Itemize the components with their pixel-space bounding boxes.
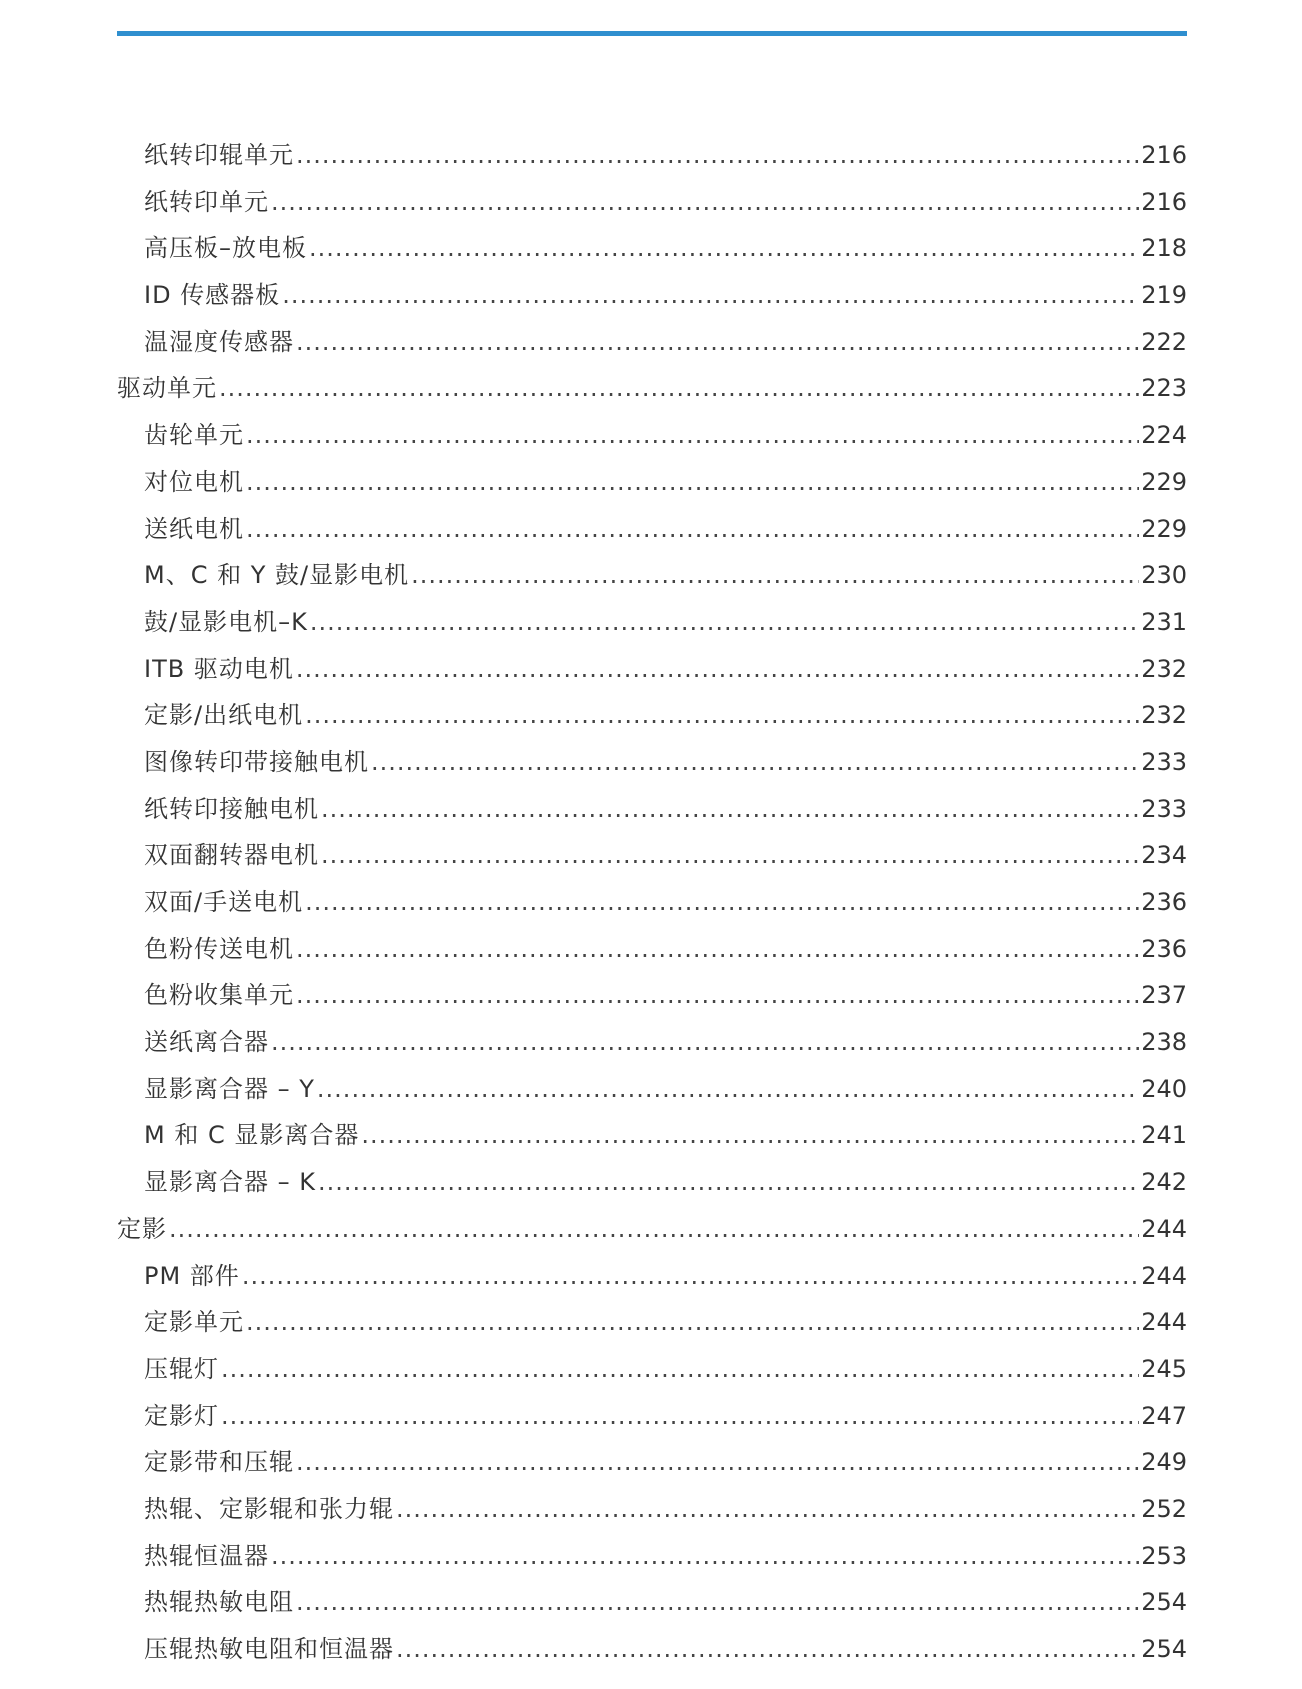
dot-leader [296, 1579, 1139, 1626]
toc-page-number: 231 [1141, 607, 1187, 636]
dot-leader [246, 1299, 1139, 1346]
toc-subsection-entry[interactable] [117, 1439, 1187, 1486]
dot-leader [271, 1019, 1139, 1066]
toc-page-number: 247 [1141, 1401, 1187, 1430]
dot-leader [296, 972, 1139, 1019]
toc-subsection-entry[interactable] [117, 1299, 1187, 1346]
dot-leader [282, 272, 1139, 319]
toc-page-number: 244 [1141, 1308, 1187, 1337]
toc-page-number: 222 [1141, 327, 1187, 356]
toc-entry-title: 双面/手送电机 [144, 888, 304, 916]
toc-section-entry[interactable] [117, 1206, 1187, 1253]
toc-page-number: 218 [1141, 234, 1187, 263]
toc-entry-title: PM 部件 [144, 1261, 240, 1290]
toc-subsection-entry[interactable] [117, 599, 1187, 646]
toc-page-number: 252 [1141, 1494, 1187, 1523]
toc-page-number: 233 [1141, 794, 1187, 823]
toc-subsection-entry[interactable] [117, 646, 1187, 693]
toc-entry-title: 纸转印单元 [144, 187, 269, 216]
toc-page-number: 229 [1141, 514, 1187, 543]
toc-page-number: 244 [1141, 1214, 1187, 1243]
toc-page-number: 242 [1141, 1168, 1187, 1197]
toc-page-number: 249 [1141, 1448, 1187, 1477]
toc-subsection-entry[interactable] [117, 179, 1187, 226]
toc-entry-title: 显影离合器 – Y [144, 1074, 315, 1103]
dot-leader [296, 132, 1139, 179]
dot-leader [318, 1159, 1139, 1206]
dot-leader [396, 1626, 1139, 1673]
toc-entry-title: 定影灯 [144, 1401, 219, 1430]
toc-page-number: 238 [1141, 1028, 1187, 1057]
toc-entry-title: 热辊热敏电阻 [144, 1588, 294, 1617]
toc-entry-title: 双面翻转器电机 [144, 841, 319, 870]
toc-section-entry[interactable] [117, 365, 1187, 412]
toc-subsection-entry[interactable] [117, 1066, 1187, 1113]
toc-subsection-entry[interactable] [117, 1019, 1187, 1066]
toc-subsection-entry[interactable] [117, 506, 1187, 553]
toc-entry-title: 定影带和压辊 [144, 1448, 294, 1477]
dot-leader [271, 1533, 1139, 1580]
toc-subsection-entry[interactable] [117, 879, 1187, 926]
toc-page-number: 229 [1141, 467, 1187, 496]
toc-subsection-entry[interactable] [117, 132, 1187, 179]
toc-entry-title: 色粉传送电机 [144, 934, 294, 963]
toc-entry-title: 鼓/显影电机–K [144, 607, 308, 636]
toc-entry-title: 图像转印带接触电机 [144, 747, 369, 776]
dot-leader [242, 1253, 1139, 1300]
dot-leader [317, 1066, 1139, 1113]
dot-leader [169, 1206, 1139, 1253]
dot-leader [309, 225, 1139, 272]
toc-page-number: 223 [1141, 374, 1187, 403]
toc-page-number: 245 [1141, 1354, 1187, 1383]
toc-entry-title: 定影 [117, 1214, 167, 1243]
toc-entry-title: 热辊恒温器 [144, 1541, 269, 1570]
toc-entry-title: 驱动单元 [117, 374, 217, 403]
toc-subsection-entry[interactable] [117, 1159, 1187, 1206]
toc-subsection-entry[interactable] [117, 459, 1187, 506]
toc-subsection-entry[interactable] [117, 692, 1187, 739]
toc-page-number: 216 [1141, 141, 1187, 169]
dot-leader [305, 692, 1139, 739]
toc-page-number: 236 [1141, 888, 1187, 916]
toc-entry-title: M 和 C 显影离合器 [144, 1121, 360, 1150]
dot-leader [221, 1346, 1139, 1393]
toc-entry-title: 对位电机 [144, 467, 244, 496]
toc-entry-title: 热辊、定影辊和张力辊 [144, 1494, 394, 1523]
toc-entry-title: 定影/出纸电机 [144, 701, 304, 730]
toc-subsection-entry[interactable] [117, 1626, 1187, 1673]
dot-leader [296, 646, 1139, 693]
dot-leader [305, 879, 1139, 926]
toc-page-number: 254 [1141, 1588, 1187, 1617]
toc-page-number: 241 [1141, 1121, 1187, 1150]
toc-subsection-entry[interactable] [117, 1253, 1187, 1300]
dot-leader [321, 786, 1139, 833]
toc-page-number: 232 [1141, 701, 1187, 730]
dot-leader [296, 319, 1139, 366]
table-of-contents [117, 132, 1187, 1673]
toc-page-number: 254 [1141, 1635, 1187, 1663]
toc-entry-title: 高压板–放电板 [144, 234, 307, 263]
toc-entry-title: 色粉收集单元 [144, 981, 294, 1010]
toc-entry-title: ITB 驱动电机 [144, 654, 294, 683]
toc-subsection-entry[interactable] [117, 926, 1187, 973]
toc-entry-title: 送纸离合器 [144, 1028, 269, 1057]
toc-page-number: 237 [1141, 981, 1187, 1010]
dot-leader [371, 739, 1139, 786]
toc-entry-title: 齿轮单元 [144, 421, 244, 450]
toc-entry-title: 送纸电机 [144, 514, 244, 543]
toc-page-number: 236 [1141, 934, 1187, 963]
dot-leader [396, 1486, 1139, 1533]
toc-subsection-entry[interactable] [117, 225, 1187, 272]
toc-page-number: 216 [1141, 187, 1187, 216]
toc-entry-title: ID 传感器板 [144, 281, 281, 310]
toc-page-number: 219 [1141, 281, 1187, 310]
toc-entry-title: 纸转印接触电机 [144, 794, 319, 823]
dot-leader [296, 1439, 1139, 1486]
toc-subsection-entry[interactable] [117, 972, 1187, 1019]
toc-subsection-entry[interactable] [117, 412, 1187, 459]
toc-subsection-entry[interactable] [117, 272, 1187, 319]
toc-subsection-entry[interactable] [117, 1393, 1187, 1440]
toc-page-number: 230 [1141, 561, 1187, 590]
toc-subsection-entry[interactable] [117, 1486, 1187, 1533]
toc-entry-title: 定影单元 [144, 1308, 244, 1337]
toc-subsection-entry[interactable] [117, 832, 1187, 879]
toc-entry-title: 纸转印辊单元 [144, 141, 294, 169]
dot-leader [296, 926, 1139, 973]
toc-page-number: 240 [1141, 1074, 1187, 1103]
dot-leader [310, 599, 1139, 646]
toc-subsection-entry[interactable] [117, 319, 1187, 366]
dot-leader [361, 1112, 1139, 1159]
toc-subsection-entry[interactable] [117, 1346, 1187, 1393]
dot-leader [246, 459, 1139, 506]
toc-page-number: 253 [1141, 1541, 1187, 1570]
toc-entry-title: 温湿度传感器 [144, 327, 294, 356]
toc-page-number: 244 [1141, 1261, 1187, 1290]
toc-entry-title: 显影离合器 – K [144, 1168, 316, 1197]
toc-page-number: 232 [1141, 654, 1187, 683]
dot-leader [321, 832, 1139, 879]
toc-subsection-entry[interactable] [117, 786, 1187, 833]
dot-leader [246, 506, 1139, 553]
toc-entry-title: 压辊热敏电阻和恒温器 [144, 1635, 394, 1663]
dot-leader [271, 179, 1139, 226]
header-rule [117, 31, 1187, 36]
toc-entry-title: M、C 和 Y 鼓/显影电机 [144, 561, 410, 590]
toc-subsection-entry[interactable] [117, 1579, 1187, 1626]
toc-page-number: 234 [1141, 841, 1187, 870]
toc-page-number: 233 [1141, 747, 1187, 776]
toc-page-number: 224 [1141, 421, 1187, 450]
toc-subsection-entry[interactable] [117, 739, 1187, 786]
toc-subsection-entry[interactable] [117, 1112, 1187, 1159]
toc-entry-title: 压辊灯 [144, 1354, 219, 1383]
dot-leader [221, 1393, 1139, 1440]
dot-leader [246, 412, 1139, 459]
dot-leader [219, 365, 1139, 412]
toc-subsection-entry[interactable] [117, 552, 1187, 599]
dot-leader [411, 552, 1139, 599]
toc-subsection-entry[interactable] [117, 1533, 1187, 1580]
